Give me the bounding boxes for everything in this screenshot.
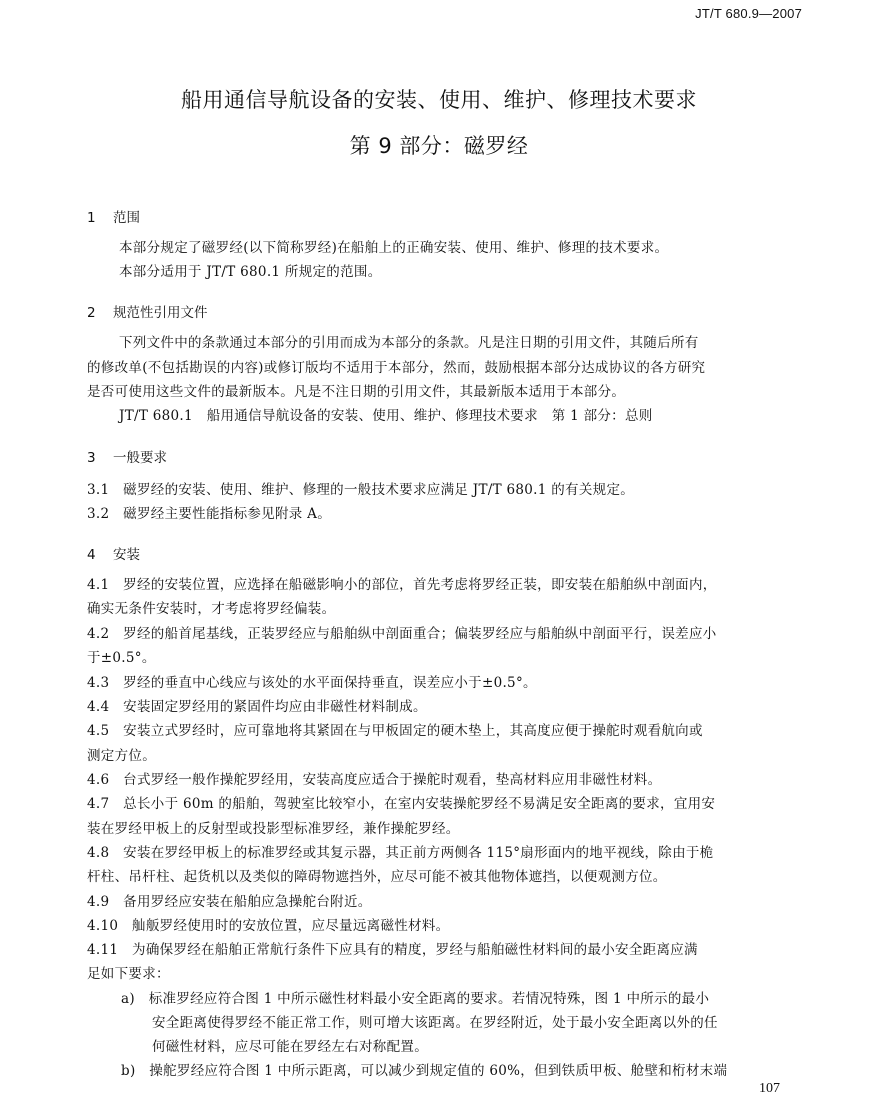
- standard-code: JT/T 680.9—2007: [695, 6, 802, 21]
- clause: 4.1 罗经的安装位置，应选择在船磁影响小的部位，首先考虑将罗经正装，即安装在船舶纵中剖面内，: [87, 577, 717, 593]
- section-title: 安装: [113, 547, 140, 563]
- clause: 4.11 为确保罗经在船舶正常航行条件下应具有的精度，罗经与船舶磁性材料间的最小安全距离应满: [87, 942, 698, 958]
- section-title: 范围: [113, 210, 140, 226]
- section-heading-scope: [87, 206, 140, 226]
- section-title: 一般要求: [113, 450, 167, 466]
- clause-continuation: 测定方位。: [87, 748, 156, 764]
- clause-continuation: 装在罗经甲板上的反射型或投影型标准罗经，兼作操舵罗经。: [87, 821, 460, 837]
- paragraph: 本部分适用于 JT/T 680.1 所规定的范围。: [119, 264, 382, 280]
- paragraph: 本部分规定了磁罗经(以下简称罗经)在船舶上的正确安装、使用、维护、修理的技术要求。: [119, 240, 669, 256]
- clause: 4.10 舢舨罗经使用时的安放位置，应尽量远离磁性材料。: [87, 918, 450, 934]
- section-heading-installation: [87, 543, 140, 563]
- reference-entry: JT/T 680.1 船用通信导航设备的安装、使用、维护、修理技术要求 第 1 部分：总则: [119, 408, 653, 424]
- clause: 4.6 台式罗经一般作操舵罗经用，安装高度应适合于操舵时观看，垫高材料应用非磁性材料。: [87, 772, 662, 788]
- clause: 4.9 备用罗经应安装在船舶应急操舵台附近。: [87, 894, 372, 910]
- clause: 4.4 安装固定罗经用的紧固件均应由非磁性材料制成。: [87, 699, 427, 715]
- page-number: 107: [759, 1081, 780, 1096]
- paragraph-line: 的修改单(不包括勘误的内容)或修订版均不适用于本部分，然而，鼓励根据本部分达成协议的各方研究: [87, 360, 706, 376]
- document-title: 船用通信导航设备的安装、使用、维护、修理技术要求: [181, 88, 697, 112]
- paragraph-line: 是否可使用这些文件的最新版本。凡是不注日期的引用文件，其最新版本适用于本部分。: [87, 384, 626, 400]
- list-item-a-continuation: 安全距离使得罗经不能正常工作，则可增大该距离。在罗经附近，处于最小安全距离以外的任: [152, 1015, 718, 1031]
- clause-continuation: 确实无条件安装时，才考虑将罗经偏装。: [87, 601, 336, 617]
- paragraph-line: 下列文件中的条款通过本部分的引用而成为本部分的条款。凡是注日期的引用文件，其随后所有: [119, 335, 699, 351]
- section-heading-normative-references: [87, 301, 208, 321]
- section-title: 规范性引用文件: [113, 305, 208, 321]
- section-heading-general-requirements: [87, 446, 167, 466]
- clause: 4.3 罗经的垂直中心线应与该处的水平面保持垂直，误差应小于±0.5°。: [87, 675, 537, 691]
- clause: 4.8 安装在罗经甲板上的标准罗经或其复示器，其正前方两侧各 115°扇形面内的地平视线，除由于桅: [87, 845, 714, 861]
- clause: 4.7 总长小于 60m 的船舶，驾驶室比较窄小，在室内安装操舵罗经不易满足安全距离的要求，宜用安: [87, 796, 716, 812]
- clause: 3.2 磁罗经主要性能指标参见附录 A。: [87, 506, 332, 522]
- clause-continuation: 足如下要求：: [87, 966, 170, 982]
- clause-continuation: 于±0.5°。: [87, 650, 156, 666]
- section-number: 3: [87, 450, 96, 466]
- section-number: 4: [87, 547, 96, 563]
- clause: 4.2 罗经的船首尾基线，正装罗经应与船舶纵中剖面重合；偏装罗经应与船舶纵中剖面平行，误差应小: [87, 626, 717, 642]
- list-item-b: b) 操舵罗经应符合图 1 中所示距离，可以减少到规定值的 60%，但到铁质甲板、舱壁和桁材末端: [121, 1063, 728, 1079]
- document-subtitle: 第 9 部分：磁罗经: [349, 134, 529, 158]
- clause: 3.1 磁罗经的安装、使用、维护、修理的一般技术要求应满足 JT/T 680.1 的有关规定。: [87, 482, 635, 498]
- section-number: 2: [87, 305, 96, 321]
- clause-continuation: 杆柱、吊杆柱、起货机以及类似的障碍物遮挡外，应尽可能不被其他物体遮挡，以便观测方位。: [87, 869, 667, 885]
- list-item-a-continuation: 何磁性材料，应尽可能在罗经左右对称配置。: [152, 1039, 428, 1055]
- section-number: 1: [87, 210, 96, 226]
- list-item-a: a) 标准罗经应符合图 1 中所示磁性材料最小安全距离的要求。若情况特殊，图 1 中所示的最小: [121, 991, 710, 1007]
- clause: 4.5 安装立式罗经时，应可靠地将其紧固在与甲板固定的硬木垫上，其高度应便于操舵时观看航向或: [87, 723, 703, 739]
